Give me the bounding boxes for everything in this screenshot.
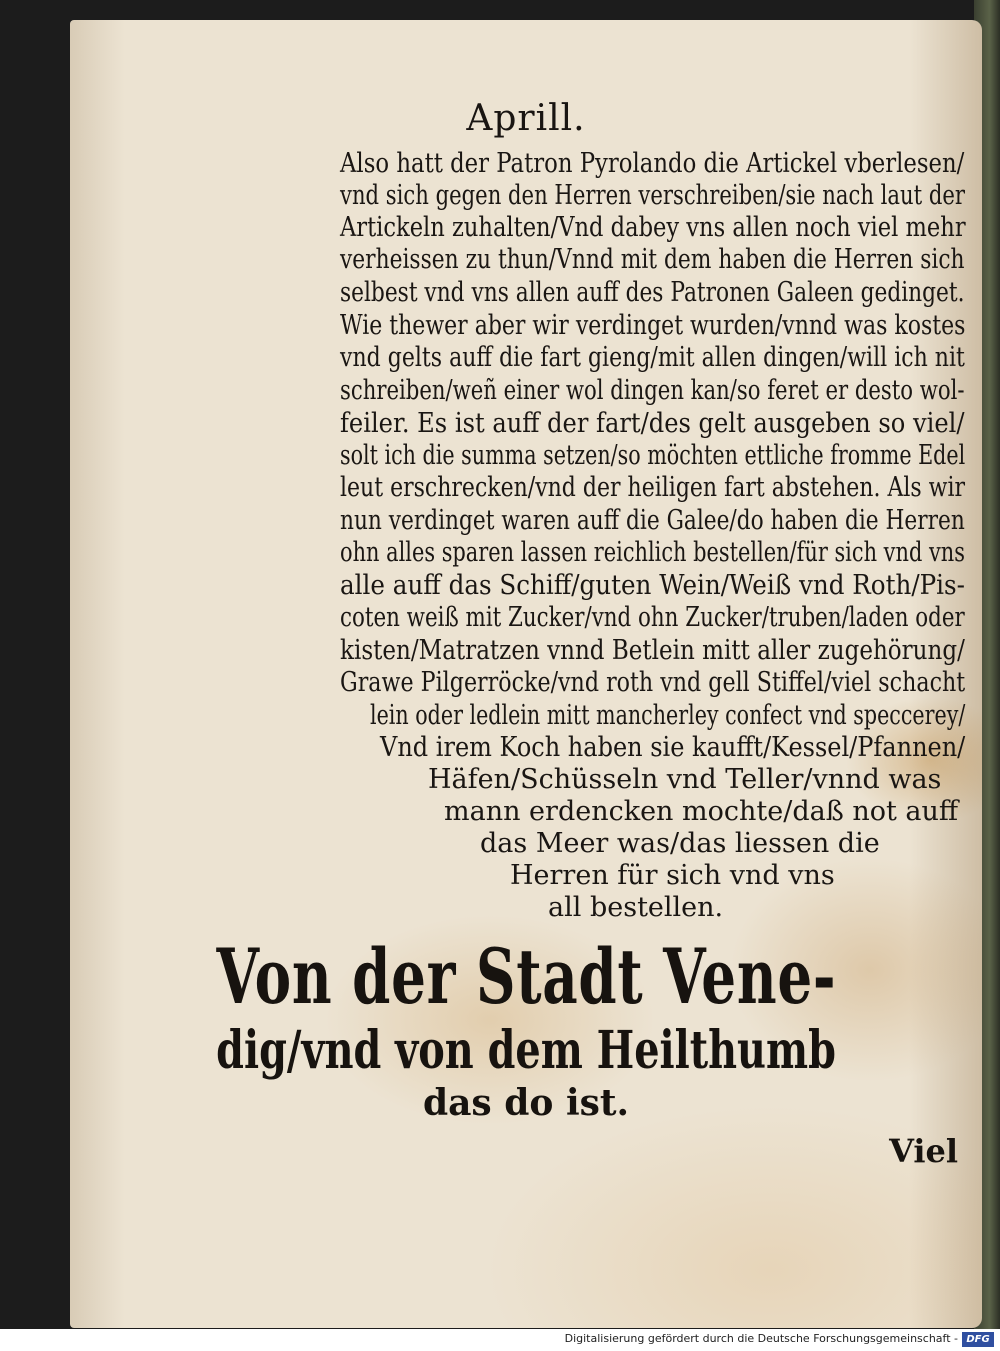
text-line: feiler. Es ist auff der fart/des gelt ausgeben so viel/ [340, 408, 965, 439]
text-line: lein oder ledlein mitt mancherley confect vnd speccerey/ [370, 700, 966, 731]
chapter-title-line-3: das do ist. [422, 1082, 630, 1124]
text-line: vnd sich gegen den Herren verschreiben/sie nach laut der [340, 180, 966, 211]
chapter-title-line-2: dig/vnd von dem Heilthumb [216, 1020, 836, 1081]
text-line: coten weiß mit Zucker/vnd ohn Zucker/truben/laden oder [340, 602, 965, 633]
text-line: Wie thewer aber wir verdinget wurden/vnnd was kostes [340, 310, 966, 341]
text-line: Vnd irem Koch haben sie kaufft/Kessel/Pfannen/ [380, 732, 966, 763]
text-line: Artickeln zuhalten/Vnd dabey vns allen noch viel mehr [340, 212, 966, 243]
text-line: all bestellen. [548, 892, 724, 923]
text-line: nun verdinget waren auff die Galee/do haben die Herren [340, 505, 965, 536]
catchword: Viel [889, 1132, 958, 1170]
footer-bar [0, 1329, 1000, 1351]
dfg-logo: DFG [962, 1332, 994, 1347]
text-line: Häfen/Schüsseln vnd Teller/vnnd was [428, 764, 942, 795]
body-text [70, 20, 982, 923]
book-page [70, 20, 982, 1328]
text-line: Herren für sich vnd vns [510, 860, 835, 891]
running-heading: Aprill. [466, 98, 586, 139]
funding-notice: Digitalisierung gefördert durch die Deutsche Forschungsgemeinschaft - [564, 1332, 958, 1345]
text-line: selbest vnd vns allen auff des Patronen Galeen gedinget. [340, 277, 965, 308]
text-line: alle auff das Schiff/guten Wein/Weiß vnd Roth/Pis- [340, 570, 965, 601]
text-line: schreiben/weñ einer wol dingen kan/so feret er desto wol- [340, 375, 965, 406]
text-line: kisten/Matratzen vnnd Betlein mitt aller zugehörung/ [340, 635, 965, 666]
chapter-title-line-1: Von der Stadt Vene- [216, 932, 836, 1021]
text-line: das Meer was/das liessen die [480, 828, 880, 859]
text-line: verheissen zu thun/Vnnd mit dem haben die Herren sich [340, 244, 965, 275]
text-line: vnd gelts auff die fart gieng/mit allen dingen/will ich nit [340, 342, 965, 373]
text-line: leut erschrecken/vnd der heiligen fart abstehen. Als wir [340, 472, 966, 503]
text-line: Also hatt der Patron Pyrolando die Artickel vberlesen/ [340, 148, 965, 179]
text-line: ohn alles sparen lassen reichlich bestellen/für sich vnd vns [340, 537, 965, 568]
text-line: solt ich die summa setzen/so möchten ettliche fromme Edel [340, 440, 966, 471]
text-line: mann erdencken mochte/daß not auff [444, 796, 959, 827]
text-line: Grawe Pilgerröcke/vnd roth vnd gell Stiffel/viel schacht [340, 667, 966, 698]
